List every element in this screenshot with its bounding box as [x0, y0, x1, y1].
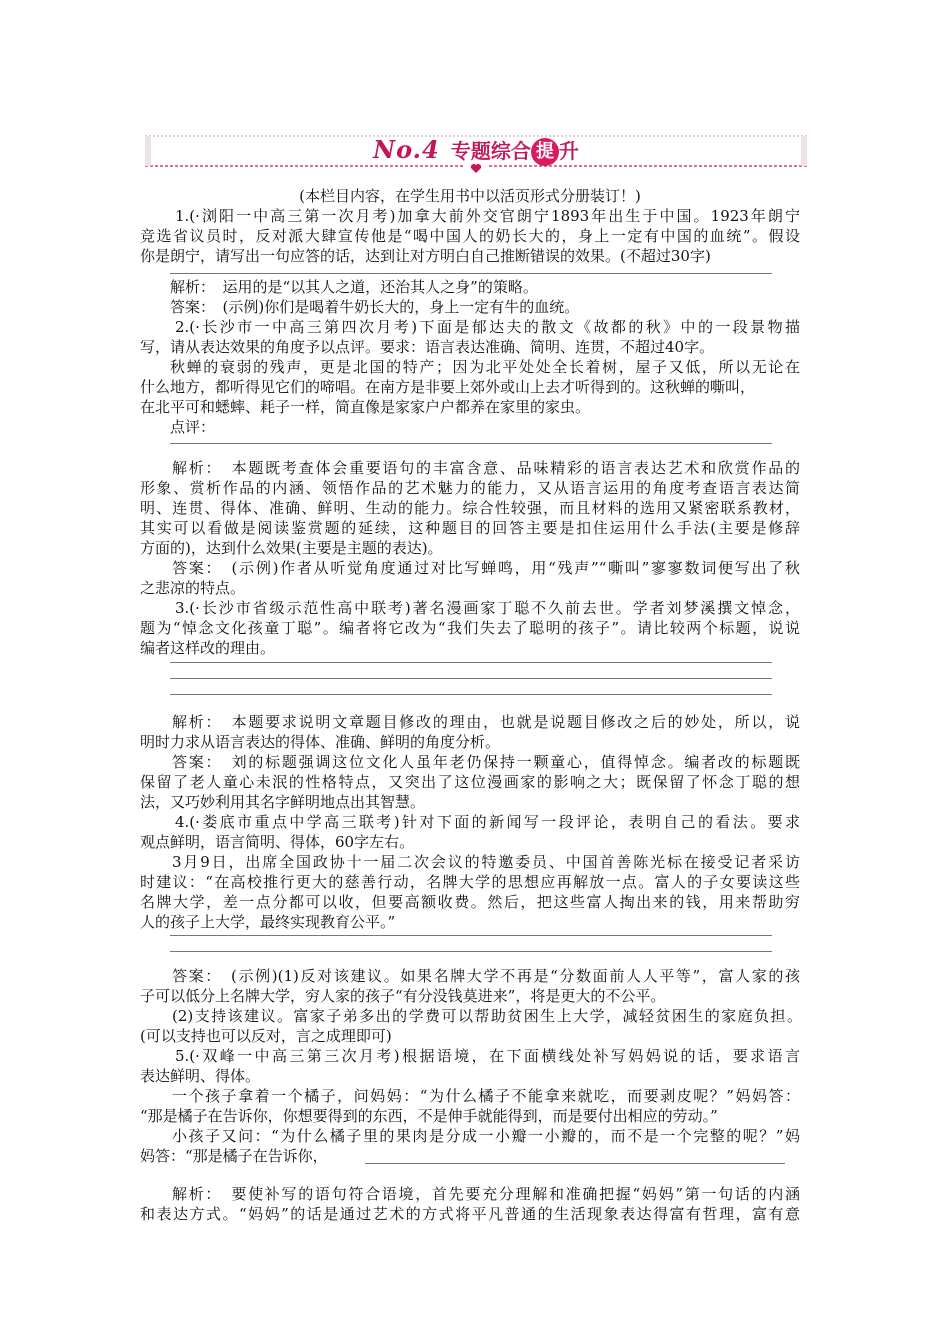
q2-passage: 秋蝉的衰弱的残声，更是北国的特产；因为北平处处全长着树，屋子又低，所以无论在	[170, 358, 800, 376]
q3-answer: 答案： 刘的标题强调这位文化人虽年老仍保持一颗童心，值得悼念。编者改的标题既	[172, 753, 800, 771]
q1-line: 1.(·浏阳一中高三第一次月考)加拿大前外交官朗宁1893年出生于中国。1923年朗宁	[175, 207, 800, 225]
answer-blank-line	[170, 694, 772, 695]
banner-heading	[143, 135, 809, 166]
section-title-tail: 升	[558, 139, 579, 163]
q2-passage: 在北平可和蟋蟀、耗子一样，简直像是家家户户都养在家里的家虫。	[140, 398, 591, 416]
binding-note: (本栏目内容，在学生用书中以活页形式分册装订！)	[299, 187, 641, 205]
answer-blank-line	[170, 662, 772, 663]
q5-analysis: 和表达方式。“妈妈”的话是通过艺术的方式将平凡普通的生活现象表达得富有哲理，富有意	[140, 1205, 800, 1223]
q4-answer: (可以支持也可以反对，言之成理即可)	[140, 1027, 392, 1045]
answer-blank-line	[170, 443, 772, 444]
q2-analysis: 形象、赏析作品的内涵、领悟作品的艺术魅力的能力，又从语言运用的角度考查语言表达简	[140, 479, 800, 497]
q5-line: 表达鲜明、得体。	[140, 1067, 261, 1085]
q1-line: 你是朗宁，请写出一句应答的话，达到让对方明白自己推断错误的效果。(不超过30字)	[140, 247, 711, 265]
q3-line: 3.(·长沙市省级示范性高中联考)著名漫画家丁聪不久前去世。学者刘梦溪撰文悼念，	[175, 599, 800, 617]
q2-analysis: 解析： 本题既考查体会重要语句的丰富含意、品味精彩的语言表达艺术和欣赏作品的	[172, 459, 800, 477]
q3-answer: 法，又巧妙利用其名字鲜明地点出其智慧。	[140, 793, 426, 811]
q2-answer: 之悲凉的特点。	[140, 579, 246, 597]
q4-news: 人的孩子上大学，最终实现教育公平。”	[140, 913, 396, 931]
answer-blank-line	[170, 935, 772, 936]
q4-line: 观点鲜明，语言简明、得体，60字左右。	[140, 833, 415, 851]
section-number: No.4	[373, 135, 440, 164]
q5-passage: 小孩子又问：“为什么橘子里的果肉是分成一小瓣一小瓣的，而不是一个完整的呢？”妈	[172, 1127, 800, 1145]
q5-passage: 妈答：“那是橘子在告诉你，	[140, 1147, 328, 1165]
q1-line: 竞选省议员时，反对派大肆宣传他是“喝中国人的奶长大的，身上一定有中国的血统”。假设	[140, 227, 800, 245]
q1-answer: 答案： (示例)你们是喝着牛奶长大的，身上一定有牛的血统。	[170, 298, 580, 316]
q4-answer: (2)支持该建议。富家子弟多出的学费可以帮助贫困生上大学，减轻贫困生的家庭负担。	[172, 1007, 802, 1025]
q3-line: 题为“悼念文化孩童丁聪”。编者将它改为“我们失去了聪明的孩子”。请比较两个标题，说说	[140, 619, 800, 637]
q1-analysis: 解析： 运用的是“以其人之道，还治其人之身”的策略。	[170, 278, 538, 296]
q3-analysis: 明时力求从语言表达的得体、准确、鲜明的角度分析。	[140, 733, 501, 751]
section-banner	[143, 128, 809, 180]
q5-passage: “那是橘子在告诉你，你想要得到的东西，不是伸手就能得到，而是要付出相应的劳动。”	[140, 1107, 718, 1125]
fill-in-blank-line	[365, 1163, 785, 1164]
q3-answer: 保留了老人童心未泯的性格特点，又突出了这位漫画家的影响之大；既保留了怀念丁聪的想	[140, 773, 800, 791]
section-title: 专题综合	[450, 139, 531, 163]
answer-blank-line	[170, 678, 772, 679]
q5-line: 5.(·双峰一中高三第三次月考)根据语境，在下面横线处补写妈妈说的话，要求语言	[175, 1047, 800, 1065]
q2-analysis: 方面的)，达到什么效果(主要是主题的表达)。	[140, 539, 443, 557]
q4-news: 3月9日，出席全国政协十一届二次会议的特邀委员、中国首善陈光标在接受记者采访	[172, 853, 800, 871]
q5-passage: 一个孩子拿着一个橘子，问妈妈：“为什么橘子不能拿来就吃，而要剥皮呢？”妈妈答：	[172, 1087, 800, 1105]
answer-blank-line	[170, 273, 772, 274]
q2-analysis: 其实可以看做是阅读鉴赏题的延续，这种题目的回答主要是扣住运用什么手法(主要是修辞	[140, 519, 800, 537]
q2-answer: 答案： (示例)作者从听觉角度通过对比写蝉鸣，用“残声”“嘶叫”寥寥数词便写出了秋	[172, 559, 800, 577]
q4-answer: 子可以低分上名牌大学，穷人家的孩子“有分没钱莫进来”，将是更大的不公平。	[140, 987, 666, 1005]
q2-passage: 什么地方，都听得见它们的啼唱。在南方是非要上郊外或山上去才听得到的。这秋蝉的嘶叫，	[140, 378, 756, 396]
answer-blank-line	[170, 951, 772, 952]
q4-news: 名牌大学，差一点分都可以收，但要高额收费。然后，把这些富人掏出来的钱，用来帮助穷	[140, 893, 800, 911]
q2-line: 写，请从表达效果的角度予以点评。要求：语言表达准确、简明、连贯，不超过40字。	[140, 338, 715, 356]
q5-analysis: 解析： 要使补写的语句符合语境，首先要充分理解和准确把握“妈妈”第一句话的内涵	[172, 1185, 800, 1203]
q3-line: 编者这样改的理由。	[140, 639, 276, 657]
q4-line: 4.(·娄底市重点中学高三联考)针对下面的新闻写一段评论，表明自己的看法。要求	[175, 813, 800, 831]
section-title-badge: 提	[531, 138, 559, 166]
q2-analysis: 明、连贯、得体、准确、鲜明、生动的能力。综合性较强，而且材料的选用又紧密联系教材，	[140, 499, 800, 517]
q4-news: 时建议：“在高校推行更大的慈善行动，名牌大学的思想应再解放一点。富人的子女要读这些	[140, 873, 800, 891]
q4-answer: 答案： (示例)(1)反对该建议。如果名牌大学不再是“分数面前人人平等”，富人家的孩	[172, 967, 800, 985]
q3-analysis: 解析： 本题要求说明文章题目修改的理由，也就是说题目修改之后的妙处，所以，说	[172, 713, 800, 731]
q2-comment-label: 点评：	[170, 418, 216, 436]
q2-line: 2.(·长沙市一中高三第四次月考)下面是郁达夫的散文《故都的秋》中的一段景物描	[175, 318, 800, 336]
